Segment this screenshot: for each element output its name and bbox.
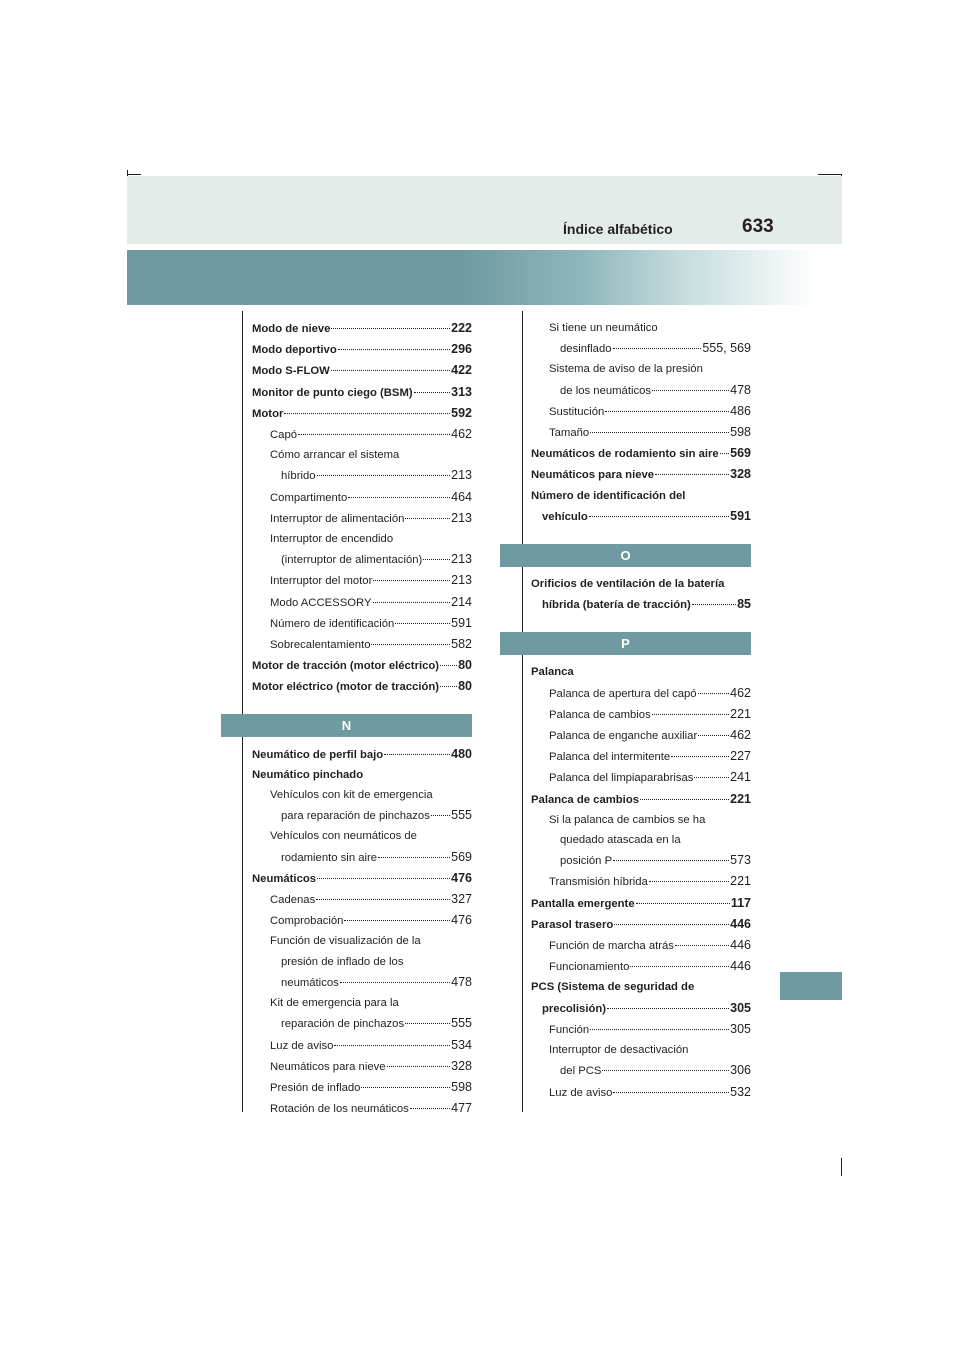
index-entry[interactable]: Parasol trasero 446 [531, 914, 751, 935]
index-subentry[interactable]: posición P 573 [531, 850, 751, 871]
index-subentry[interactable]: del PCS 306 [531, 1060, 751, 1081]
leader-dots [431, 805, 450, 816]
leader-dots [675, 935, 729, 946]
leader-dots [652, 380, 729, 391]
index-subentry[interactable]: desinflado 555, 569 [531, 338, 751, 359]
index-entry[interactable]: Pantalla emergente 117 [531, 893, 751, 914]
leader-dots [405, 508, 450, 519]
section-band-n: N [221, 714, 472, 737]
index-entry[interactable]: Neumáticos de rodamiento sin aire 569 [531, 443, 751, 464]
index-subentry[interactable]: Compartimento 464 [252, 487, 472, 508]
leader-dots [671, 746, 729, 757]
index-entry[interactable]: Monitor de punto ciego (BSM) 313 [252, 382, 472, 403]
index-subentry[interactable]: Número de identificación 591 [252, 613, 472, 634]
leader-dots [590, 422, 729, 433]
leader-dots [373, 592, 451, 603]
index-subentry-line: Sistema de aviso de la presión [549, 363, 703, 376]
index-subentry[interactable]: Sustitución 486 [531, 401, 751, 422]
column-divider [242, 311, 243, 1112]
index-entry[interactable]: Palanca [531, 666, 574, 679]
index-entry-line: PCS (Sistema de seguridad de [531, 981, 695, 994]
section-band-o: O [500, 544, 751, 567]
index-subentry[interactable]: Luz de aviso 534 [252, 1035, 472, 1056]
leader-dots [607, 998, 729, 1009]
leader-dots [284, 403, 450, 414]
index-subentry[interactable]: rodamiento sin aire 569 [252, 847, 472, 868]
index-entry[interactable]: híbrida (batería de tracción) 85 [531, 594, 751, 615]
index-subentry[interactable]: (interruptor de alimentación) 213 [252, 549, 472, 570]
index-subentry-line: Cómo arrancar el sistema [270, 449, 400, 462]
index-subentry[interactable]: Transmisión híbrida 221 [531, 871, 751, 892]
index-subentry-line: Vehículos con kit de emergencia [270, 789, 433, 802]
leader-dots [384, 744, 450, 755]
index-subentry[interactable]: Función de marcha atrás 446 [531, 935, 751, 956]
leader-dots [440, 676, 457, 687]
index-entry[interactable]: Neumáticos para nieve 328 [531, 464, 751, 485]
leader-dots [373, 570, 450, 581]
index-entry[interactable]: precolisión) 305 [531, 998, 751, 1019]
leader-dots [613, 1082, 729, 1093]
index-entry[interactable]: Modo deportivo 296 [252, 339, 472, 360]
leader-dots [694, 767, 729, 778]
index-subentry[interactable]: Comprobación 476 [252, 910, 472, 931]
index-entry[interactable]: Motor 592 [252, 403, 472, 424]
leader-dots [348, 487, 450, 498]
index-subentry[interactable]: Interruptor de alimentación 213 [252, 508, 472, 529]
index-subentry[interactable]: Neumáticos para nieve 328 [252, 1056, 472, 1077]
leader-dots [387, 1056, 451, 1067]
leader-dots [640, 789, 729, 800]
index-entry-line: Orificios de ventilación de la batería [531, 578, 725, 591]
leader-dots [405, 1013, 450, 1024]
index-subentry[interactable]: Presión de inflado 598 [252, 1077, 472, 1098]
header-gradient-bar [127, 250, 817, 305]
index-subentry[interactable]: neumáticos 478 [252, 972, 472, 993]
index-subentry[interactable]: Luz de aviso 532 [531, 1082, 751, 1103]
leader-dots [361, 1077, 450, 1088]
page-number: 633 [742, 216, 774, 237]
index-subentry-line: Interruptor de desactivación [549, 1044, 689, 1057]
index-subentry[interactable]: para reparación de pinchazos 555 [252, 805, 472, 826]
leader-dots [423, 549, 450, 560]
leader-dots [334, 1035, 450, 1046]
leader-dots [589, 506, 729, 517]
leader-dots [614, 914, 729, 925]
leader-dots [331, 318, 450, 329]
leader-dots [338, 339, 450, 350]
index-column-right [531, 318, 751, 1103]
leader-dots [698, 725, 729, 736]
index-subentry[interactable]: Modo ACCESSORY 214 [252, 592, 472, 613]
index-subentry[interactable]: Palanca del intermitente 227 [531, 746, 751, 767]
leader-dots [378, 847, 450, 858]
index-entry[interactable]: vehículo 591 [531, 506, 751, 527]
leader-dots [636, 893, 730, 904]
leader-dots [440, 655, 457, 666]
index-entry-line: Número de identificación del [531, 489, 686, 502]
index-subentry[interactable]: reparación de pinchazos 555 [252, 1013, 472, 1034]
index-entry[interactable]: Neumático de perfil bajo 480 [252, 744, 472, 765]
index-column-left [252, 318, 472, 1119]
index-subentry[interactable]: Palanca del limpiaparabrisas 241 [531, 767, 751, 788]
leader-dots [331, 360, 450, 371]
leader-dots [655, 464, 729, 475]
leader-dots [317, 465, 451, 476]
index-subentry-line: Interruptor de encendido [270, 533, 394, 546]
crop-mark [127, 174, 141, 175]
index-subentry[interactable]: híbrido 213 [252, 465, 472, 486]
leader-dots [652, 704, 729, 715]
leader-dots [630, 956, 729, 967]
section-tab [780, 972, 842, 1000]
leader-dots [317, 868, 450, 879]
index-subentry-line: presión de inflado de los [281, 955, 404, 968]
leader-dots [340, 972, 450, 983]
column-divider [522, 311, 523, 1112]
index-entry[interactable]: Palanca de cambios 221 [531, 789, 751, 810]
leader-dots [605, 401, 729, 412]
index-subentry[interactable]: Palanca de apertura del capó 462 [531, 683, 751, 704]
leader-dots [698, 683, 730, 694]
leader-dots [649, 871, 729, 882]
index-subentry[interactable]: Cadenas 327 [252, 889, 472, 910]
leader-dots [602, 1060, 729, 1071]
index-subentry[interactable]: Palanca de cambios 221 [531, 704, 751, 725]
leader-dots [344, 910, 450, 921]
leader-dots [613, 850, 729, 861]
leader-dots [316, 889, 450, 900]
index-subentry-line: quedado atascada en la [560, 834, 681, 847]
index-subentry[interactable]: Funcionamiento 446 [531, 956, 751, 977]
crop-mark [818, 174, 842, 175]
index-subentry-line: Si la palanca de cambios se ha [549, 813, 706, 826]
leader-dots [414, 382, 450, 393]
index-subentry[interactable]: Interruptor del motor 213 [252, 570, 472, 591]
leader-dots [720, 443, 729, 454]
index-entry[interactable]: Modo de nieve 222 [252, 318, 472, 339]
crop-mark [841, 1158, 842, 1176]
index-subentry[interactable]: de los neumáticos 478 [531, 380, 751, 401]
index-entry[interactable]: Neumático pinchado [252, 768, 364, 781]
header-band [127, 176, 842, 244]
index-entry[interactable]: Modo S-FLOW 422 [252, 360, 472, 381]
index-subentry[interactable]: Palanca de enganche auxiliar 462 [531, 725, 751, 746]
index-subentry[interactable]: Rotación de los neumáticos 477 [252, 1098, 472, 1119]
leader-dots [613, 338, 702, 349]
index-entry[interactable]: Motor de tracción (motor eléctrico) 80 [252, 655, 472, 676]
index-subentry[interactable]: Sobrecalentamiento 582 [252, 634, 472, 655]
index-subentry-line: Si tiene un neumático [549, 322, 658, 334]
leader-dots [590, 1019, 729, 1030]
index-subentry[interactable]: Tamaño 598 [531, 422, 751, 443]
index-entry[interactable]: Motor eléctrico (motor de tracción) 80 [252, 676, 472, 697]
leader-dots [395, 613, 450, 624]
leader-dots [692, 594, 736, 605]
section-band-p: P [500, 632, 751, 655]
page-title: Índice alfabético [563, 221, 673, 237]
leader-dots [298, 424, 450, 435]
leader-dots [371, 634, 450, 645]
index-subentry[interactable]: Capó 462 [252, 424, 472, 445]
index-subentry-line: Vehículos con neumáticos de [270, 830, 417, 843]
index-entry[interactable]: Neumáticos 476 [252, 868, 472, 889]
index-subentry-line: Kit de emergencia para la [270, 997, 399, 1010]
leader-dots [410, 1098, 450, 1109]
index-subentry-line: Función de visualización de la [270, 935, 421, 948]
index-subentry[interactable]: Función 305 [531, 1019, 751, 1040]
